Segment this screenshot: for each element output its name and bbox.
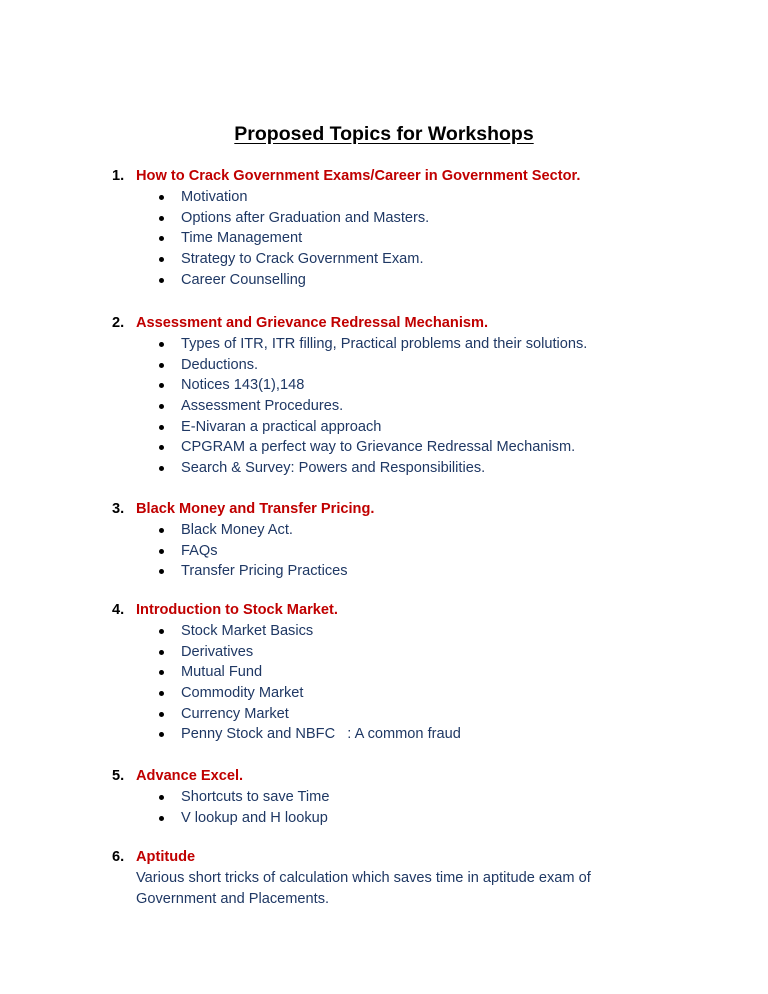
section-heading [0,313,768,334]
section-heading [0,766,768,787]
bullet-item [0,520,768,541]
bullet-icon [159,383,164,388]
bullet-item [0,787,768,808]
bullet-icon [159,425,164,430]
section-number: 4. [112,602,125,618]
bullet-item [0,270,768,291]
bullet-item [0,208,768,229]
bullet-icon [159,445,164,450]
section-title: Aptitude [136,849,196,865]
bullet-icon [159,528,164,533]
section-2 [0,313,768,479]
bullet-text: E-Nivaran a practical approach [181,418,382,435]
bullet-text: Black Money Act. [181,522,293,538]
bullet-item [0,437,768,458]
bullet-item [0,642,768,663]
bullet-icon [159,216,164,221]
bullet-item [0,417,768,438]
bullet-list [0,787,768,828]
section-number: 1. [112,168,125,184]
bullet-icon [159,342,164,347]
bullet-icon [159,569,164,574]
bullet-text: Currency Market [181,705,289,722]
bullet-text: Deductions. [181,356,259,373]
bullet-list [0,187,768,290]
section-heading [0,166,768,187]
bullet-text: FAQs [181,542,218,559]
bullet-icon [159,278,164,283]
bullet-icon [159,691,164,696]
bullet-icon [159,650,164,655]
bullet-list [0,334,768,479]
section-title: Assessment and Grievance Redressal Mechanism. [136,315,489,331]
bullet-text: Transfer Pricing Practices [181,563,348,580]
bullet-icon [159,549,164,554]
bullet-item [0,561,768,582]
section-number: 5. [112,768,125,784]
section-number: 3. [112,501,125,517]
section-heading [0,847,768,868]
bullet-list [0,621,768,745]
section-title: Introduction to Stock Market. [136,602,338,618]
bullet-icon [159,404,164,409]
document-title: Proposed Topics for Workshops [234,123,534,145]
section-heading [0,600,768,621]
bullet-item [0,621,768,642]
bullet-text: Shortcuts to save Time [181,789,330,805]
bullet-item [0,355,768,376]
bullet-item [0,228,768,249]
bullet-item [0,724,768,745]
bullet-item [0,541,768,562]
bullet-list [0,520,768,582]
bullet-icon [159,712,164,717]
bullet-item [0,396,768,417]
bullet-text: Assessment Procedures. [181,398,344,415]
bullet-item [0,458,768,479]
bullet-item [0,187,768,208]
section-1 [0,166,768,290]
section-title: Advance Excel. [136,768,244,784]
bullet-text: Time Management [181,230,303,247]
section-number: 6. [112,849,125,865]
bullet-item [0,704,768,725]
section-number: 2. [112,315,125,331]
section-paragraph: Various short tricks of calculation which saves time in aptitude exam of Government and Placements. [136,870,591,907]
section-title: Black Money and Transfer Pricing. [136,501,375,517]
bullet-text: Career Counselling [181,271,306,288]
bullet-text: Mutual Fund [181,664,263,681]
bullet-text: Commodity Market [181,685,304,702]
bullet-icon [159,795,164,800]
bullet-icon [159,257,164,262]
bullet-icon [159,816,164,821]
bullet-text: Stock Market Basics [181,623,314,639]
bullet-icon [159,236,164,241]
bullet-icon [159,629,164,634]
bullet-text: Strategy to Crack Government Exam. [181,251,424,268]
bullet-text: Types of ITR, ITR filling, Practical problems and their solutions. [181,336,588,352]
section-6 [0,847,768,909]
bullet-item [0,375,768,396]
bullet-item [0,334,768,355]
bullet-icon [159,732,164,737]
bullet-text: Motivation [181,189,248,205]
bullet-text: Search & Survey: Powers and Responsibilities. [181,460,486,477]
section-5 [0,766,768,828]
bullet-text: Penny Stock and NBFC : A common fraud [181,726,461,743]
bullet-text: CPGRAM a perfect way to Grievance Redressal Mechanism. [181,439,576,456]
bullet-icon [159,466,164,471]
bullet-text: Derivatives [181,643,254,660]
bullet-item [0,808,768,829]
bullet-text: V lookup and H lookup [181,809,328,826]
bullet-text: Notices 143(1),148 [181,377,305,394]
bullet-icon [159,195,164,200]
bullet-icon [159,670,164,675]
section-title: How to Crack Government Exams/Career in Government Sector. [136,168,581,184]
bullet-item [0,683,768,704]
section-3 [0,499,768,582]
bullet-text: Options after Graduation and Masters. [181,209,430,226]
bullet-item [0,249,768,270]
bullet-icon [159,363,164,368]
bullet-item [0,662,768,683]
section-4 [0,600,768,745]
section-heading [0,499,768,520]
